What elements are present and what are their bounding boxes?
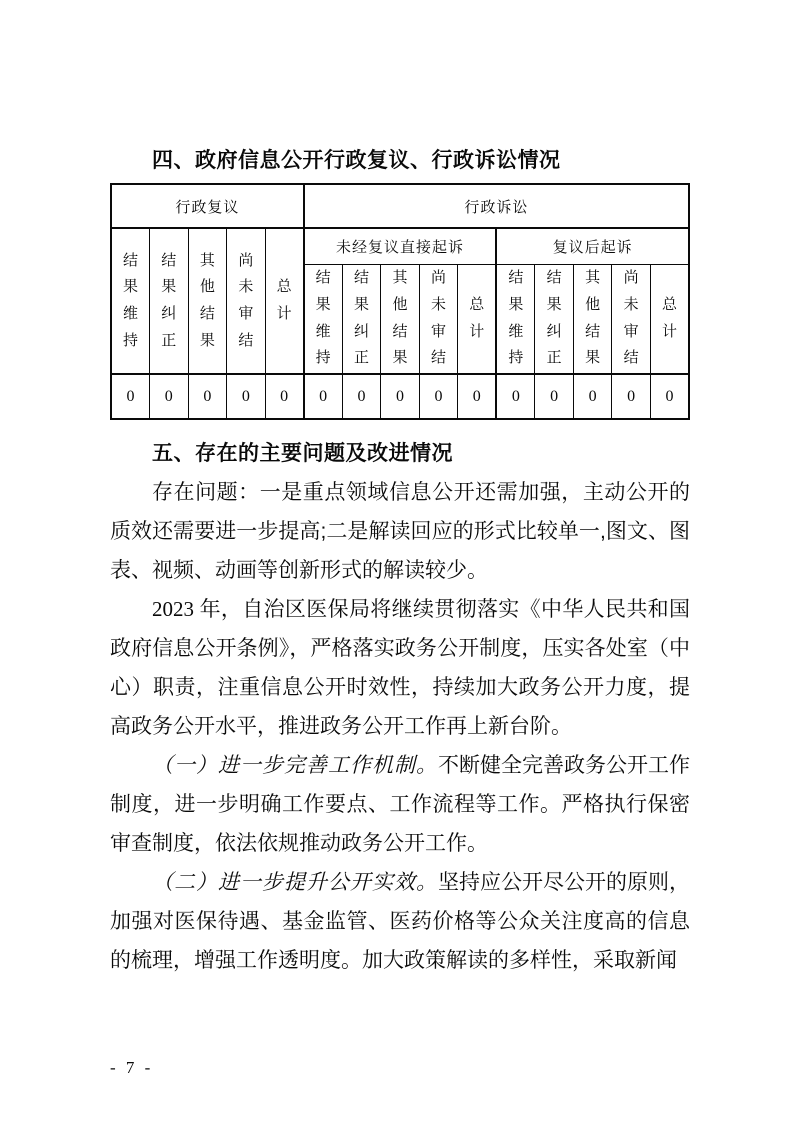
reconsideration-litigation-table — [110, 183, 690, 420]
table-value-cell: 0 — [496, 374, 535, 419]
column-header-other-result — [381, 264, 420, 374]
vertical-text: 结果维持 — [315, 270, 331, 367]
column-header-result-upheld — [496, 264, 535, 374]
group-header-administrative-litigation: 行政诉讼 — [304, 184, 689, 228]
column-header-pending — [419, 264, 458, 374]
page-number: - 7 - — [110, 1058, 154, 1077]
table-value-cell: 0 — [188, 374, 227, 419]
vertical-text: 结果纠正 — [546, 270, 562, 367]
table-value-cell: 0 — [227, 374, 266, 419]
paragraph-lead: （一）进一步完善工作机制。 — [152, 753, 438, 777]
column-header-result-corrected — [342, 264, 381, 374]
column-header-total — [458, 264, 497, 374]
paragraph-problems: 存在问题：一是重点领域信息公开还需加强，主动公开的质效还需要进一步提高;二是解读回应的形式比较单一,图文、图表、视频、动画等创新形式的解读较少。 — [110, 481, 690, 582]
table-value-cell: 0 — [265, 374, 304, 419]
table-value-cell: 0 — [535, 374, 574, 419]
table-value-cell: 0 — [573, 374, 612, 419]
table-value-cell: 0 — [650, 374, 689, 419]
paragraph-2023-plan: 2023 年，自治区医保局将继续贯彻落实《中华人民共和国政府信息公开条例》，严格落实政务公开制度，压实各处室（中心）职责，注重信息公开时效性，持续加大政务公开力度，提高政务公开水平，推进政务公开工作再上新台阶。 — [110, 597, 690, 738]
vertical-text: 总计 — [661, 297, 677, 340]
vertical-text: 其他结果 — [199, 252, 215, 349]
paragraph-lead: （二）进一步提升公开实效。 — [152, 870, 438, 894]
vertical-text: 尚未审结 — [431, 270, 447, 367]
vertical-text: 总计 — [469, 297, 485, 340]
table-value-cell: 0 — [458, 374, 497, 419]
vertical-text: 其他结果 — [585, 270, 601, 367]
vertical-text: 尚未审结 — [623, 270, 639, 367]
vertical-text: 结果纠正 — [161, 252, 177, 349]
paragraph-improve-mechanism — [110, 746, 690, 863]
table-value-cell: 0 — [304, 374, 343, 419]
table-value-cell: 0 — [342, 374, 381, 419]
group-header-administrative-reconsideration: 行政复议 — [111, 184, 304, 228]
vertical-text: 其他结果 — [392, 270, 408, 367]
column-header-other-result — [573, 264, 612, 374]
table-value-cell: 0 — [111, 374, 150, 419]
column-header-result-corrected — [150, 228, 189, 374]
subgroup-header-direct-lawsuit: 未经复议直接起诉 — [304, 228, 497, 264]
column-header-other-result — [188, 228, 227, 374]
table-value-cell: 0 — [381, 374, 420, 419]
section5-heading: 五、存在的主要问题及改进情况 — [152, 442, 453, 465]
column-header-result-upheld — [111, 228, 150, 374]
paragraph-improve-effectiveness — [110, 863, 690, 980]
table-value-cell: 0 — [419, 374, 458, 419]
column-header-total — [650, 264, 689, 374]
column-header-total — [265, 228, 304, 374]
vertical-text: 总计 — [276, 279, 292, 322]
table-value-cell: 0 — [612, 374, 651, 419]
vertical-text: 尚未审结 — [238, 252, 254, 349]
column-header-pending — [227, 228, 266, 374]
table-value-cell: 0 — [150, 374, 189, 419]
column-header-result-corrected — [535, 264, 574, 374]
vertical-text: 结果纠正 — [353, 270, 369, 367]
vertical-text: 结果维持 — [123, 252, 139, 349]
section4-heading: 四、政府信息公开行政复议、行政诉讼情况 — [152, 149, 561, 172]
column-header-pending — [612, 264, 651, 374]
column-header-result-upheld — [304, 264, 343, 374]
vertical-text: 结果维持 — [508, 270, 524, 367]
subgroup-header-lawsuit-after-reconsideration: 复议后起诉 — [496, 228, 689, 264]
paragraph-text: 不断健全完善政务公开工作制度，进一步明确工作要点、工作流程等工作。严格执行保密审查制度，依法依规推动政务公开工作。 — [110, 754, 690, 855]
section5-body — [110, 434, 690, 980]
paragraph-text: 坚持应公开尽公开的原则，加强对医保待遇、基金监管、医药价格等公众关注度高的信息的梳理，增强工作透明度。加大政策解读的多样性，采取新闻 — [110, 871, 690, 972]
